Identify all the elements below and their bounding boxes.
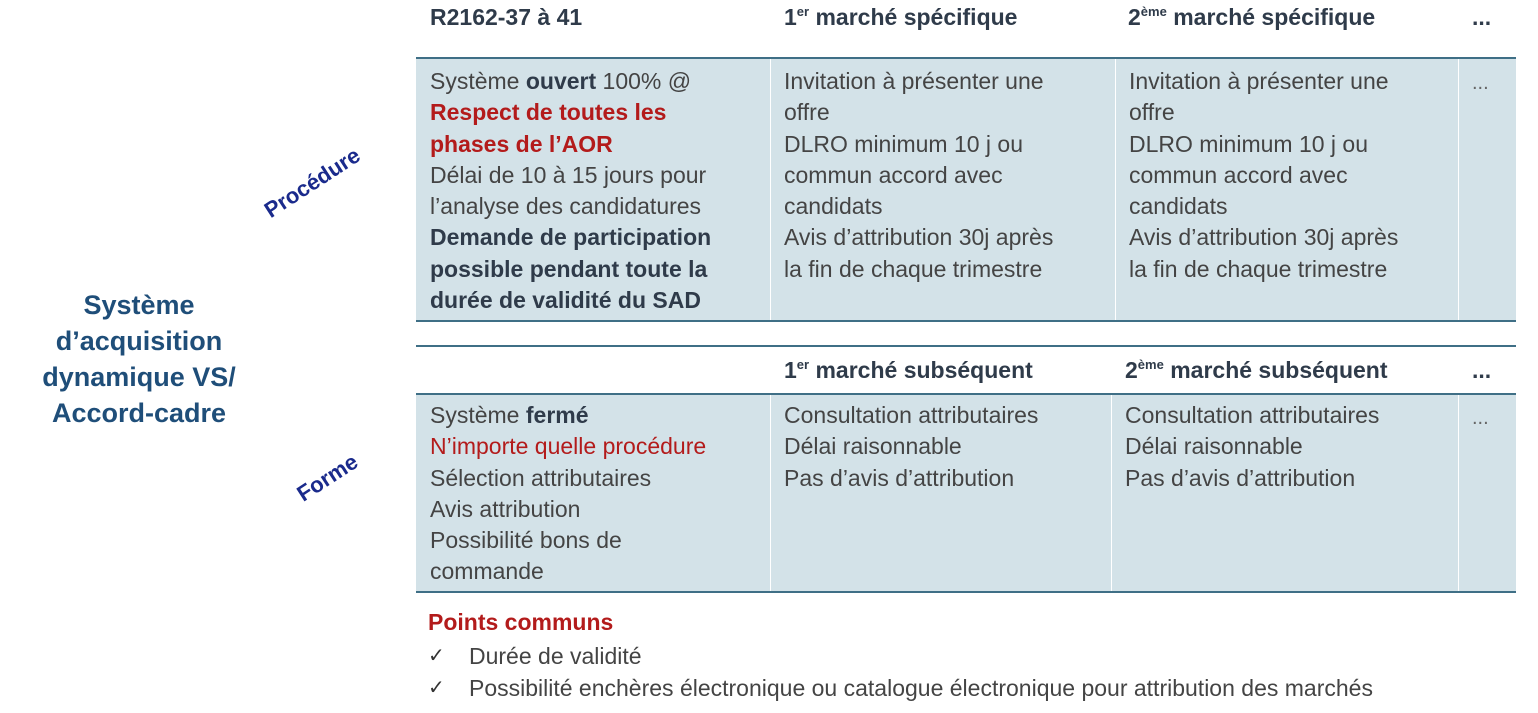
check-icon: ✓ [428,645,445,667]
table1-cell-marche1: Invitation à présenter une offre DLRO minimum 10 j ou commun accord avec candidats Avis d’attribution 30j après la fin de chaque trimestre [784,68,1054,282]
check-icon: ✓ [428,677,445,699]
column-divider [1458,395,1459,592]
table1-cell-more: ... [1472,72,1489,94]
table2-cell-ac: Système fermé N’importe quelle procédure Sélection attributaires Avis attribution Possibilité bons de commande [430,402,707,585]
table1-header-col2: 1er marché spécifique [784,4,1018,30]
column-divider [1111,395,1112,592]
table2-header-col3: 2ème marché subséquent [1125,357,1388,383]
column-divider [1115,59,1116,321]
table2-cell-marche1: Consultation attributaires Délai raisonnable Pas d’avis d’attribution [784,402,1039,491]
table2-cell-more: ... [1472,407,1489,429]
common-points-list [428,640,1373,704]
table1-cell-marche2: Invitation à présenter une offre DLRO minimum 10 j ou commun accord avec candidats Avis d’attribution 30j après la fin de chaque trimestre [1129,68,1399,282]
table1-bottom-rule [416,320,1516,322]
list-item: ✓ Durée de validité [428,640,1373,672]
table2-cell-marche2: Consultation attributaires Délai raisonnable Pas d’avis d’attribution [1125,402,1380,491]
column-divider [1458,59,1459,321]
table1-cell-sad: Système ouvert 100% @ Respect de toutes les phases de l’AOR Délai de 10 à 15 jours pour l’analyse des candidatures Demande de participation possible pendant toute la durée de validité du SAD [430,68,712,314]
table1-header-col4: ... [1472,4,1492,30]
main-title: Système d’acquisition dynamique VS/ Accord-cadre [0,287,278,431]
forme-label: Forme [292,448,363,507]
column-divider [770,395,771,592]
table1-header-col1: R2162-37 à 41 [430,4,583,30]
table1-header-col3: 2ème marché spécifique [1128,4,1376,30]
table2-top-rule [416,345,1516,347]
column-divider [770,59,771,321]
table2-bottom-rule [416,591,1516,593]
procedure-label: Procédure [259,142,365,223]
common-points-title: Points communs [428,609,614,635]
list-item: ✓ Possibilité enchères électronique ou catalogue électronique pour attribution des marchés [428,672,1373,704]
table2-header-col4: ... [1472,357,1492,383]
table2-header-col2: 1er marché subséquent [784,357,1033,383]
